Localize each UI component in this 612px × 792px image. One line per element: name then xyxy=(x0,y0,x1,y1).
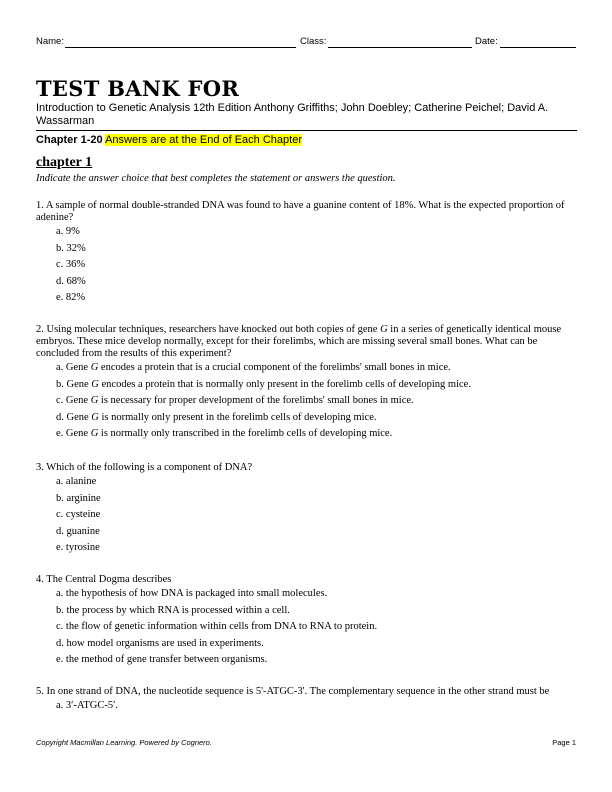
answer-option[interactable]: b. Gene G encodes a protein that is normally only present in the forelimb cells of developing mice. xyxy=(56,378,471,390)
answer-option[interactable]: a. 3′-ATGC-5′. xyxy=(56,700,119,711)
answer-option[interactable]: a. Gene G encodes a protein that is a crucial component of the forelimbs' small bones in mice. xyxy=(56,362,451,373)
answer-option[interactable]: c. 36% xyxy=(56,259,86,270)
answer-option[interactable]: a. 9% xyxy=(56,226,80,237)
chapter-range: Chapter 1-20 xyxy=(36,134,103,146)
chapter-heading: chapter 1 xyxy=(36,155,93,170)
question-stem: 5. In one strand of DNA, the nucleotide sequence is 5'-ATGC-3'. The complementary sequence in the other strand must be xyxy=(36,686,550,697)
answer-option[interactable]: c. the flow of genetic information within cells from DNA to RNA to protein. xyxy=(56,621,378,632)
class-field[interactable] xyxy=(328,47,472,48)
question-stem: 4. The Central Dogma describes xyxy=(36,574,172,585)
page-number: Page 1 xyxy=(552,738,576,747)
answer-option[interactable]: d. Gene G is normally only present in the forelimb cells of developing mice. xyxy=(56,411,377,423)
question-2 xyxy=(36,324,581,440)
answer-option[interactable]: d. how model organisms are used in experiments. xyxy=(56,637,264,649)
name-field[interactable] xyxy=(65,47,296,48)
question-1 xyxy=(36,200,581,304)
date-label: Date: xyxy=(475,36,498,47)
student-info-line xyxy=(36,36,576,50)
answer-option[interactable]: c. cysteine xyxy=(56,509,101,520)
answer-option[interactable]: b. arginine xyxy=(56,492,101,504)
answer-option[interactable]: d. 68% xyxy=(56,275,86,287)
chapter-range-line xyxy=(36,133,302,147)
date-field[interactable] xyxy=(500,47,576,48)
answer-option[interactable]: c. Gene G is necessary for proper development of the forelimbs' small bones in mice. xyxy=(56,395,414,406)
answer-option[interactable]: a. alanine xyxy=(56,476,97,487)
question-5 xyxy=(36,686,581,712)
answer-option[interactable]: e. tyrosine xyxy=(56,542,100,553)
answer-option[interactable]: d. guanine xyxy=(56,525,100,537)
question-stem: 3. Which of the following is a component of DNA? xyxy=(36,462,253,473)
question-3 xyxy=(36,462,581,554)
answer-option[interactable]: b. 32% xyxy=(56,242,86,254)
question-stem: 1. A sample of normal double-stranded DNA was found to have a guanine content of 18%. What is the expected proportion of adenine? xyxy=(36,200,565,223)
question-4 xyxy=(36,574,581,666)
answer-option[interactable]: a. the hypothesis of how DNA is packaged into small molecules. xyxy=(56,588,328,599)
book-subtitle: Introduction to Genetic Analysis 12th Edition Anthony Griffiths; John Doebley; Catherine Peichel; David A. Wassarman xyxy=(36,102,549,127)
answers-note: Answers are at the End of Each Chapter xyxy=(105,134,302,146)
page-title: TEST BANK FOR xyxy=(36,76,240,101)
title-divider xyxy=(36,130,577,131)
answer-option[interactable]: b. the process by which RNA is processed within a cell. xyxy=(56,604,290,616)
answer-option[interactable]: e. Gene G is normally only transcribed in the forelimb cells of developing mice. xyxy=(56,428,393,439)
copyright-footer: Copyright Macmillan Learning. Powered by Cognero. xyxy=(36,738,212,747)
name-label: Name: xyxy=(36,36,64,47)
answer-option[interactable]: e. the method of gene transfer between organisms. xyxy=(56,654,268,665)
answer-option[interactable]: e. 82% xyxy=(56,292,86,303)
question-stem: 2. Using molecular techniques, researchers have knocked out both copies of gene G in a series of genetically identical mouse embryos. These mice develop normally, except for their forelimbs, which are missing several small bones. What can be concluded from the results of this experiment? xyxy=(36,324,562,359)
instructions: Indicate the answer choice that best completes the statement or answers the question. xyxy=(36,173,396,184)
class-label: Class: xyxy=(300,36,327,47)
